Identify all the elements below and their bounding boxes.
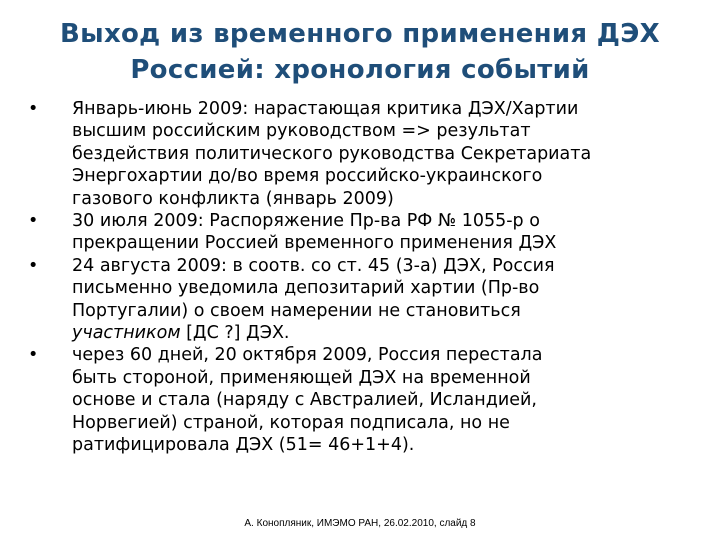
bullet-item-3 bbox=[28, 255, 698, 345]
slide-footer: А. Конопляник, ИМЭМО РАН, 26.02.2010, слайд 8 bbox=[244, 518, 476, 529]
bullet-4-line-4: Норвегией) страной, которая подписала, но не bbox=[72, 412, 510, 433]
bullet-marker: • bbox=[28, 99, 39, 119]
bullet-4-line-3: основе и стала (наряду с Австралией, Исландией, bbox=[72, 390, 537, 411]
bullet-3-line-4-rest: [ДС ?] ДЭХ. bbox=[180, 323, 290, 344]
bullet-marker: • bbox=[28, 345, 39, 366]
slide-title bbox=[20, 16, 700, 88]
bullet-list bbox=[28, 98, 698, 457]
bullet-3-line-3: Португалии) о своем намерении не становиться bbox=[72, 300, 521, 321]
bullet-1-line-5: газового конфликта (январь 2009) bbox=[72, 188, 394, 209]
bullet-2-line-2: прекращении Россией временного применения ДЭХ bbox=[72, 233, 557, 254]
title-line-1: Выход из временного применения ДЭХ bbox=[60, 19, 660, 49]
bullet-1-line-2: высшим российским руководством => результат bbox=[72, 121, 531, 142]
bullet-item-4 bbox=[28, 344, 698, 456]
bullet-marker: • bbox=[28, 211, 39, 232]
bullet-4-line-1: через 60 дней, 20 октября 2009, Россия перестала bbox=[72, 345, 543, 366]
bullet-4-line-5: ратифицировала ДЭХ (51= 46+1+4). bbox=[72, 435, 415, 456]
bullet-1-line-4: Энергохартии до/во время российско-украинского bbox=[72, 166, 543, 187]
bullet-1-line-3: бездействия политического руководства Секретариата bbox=[72, 143, 592, 164]
bullet-4-line-2: быть стороной, применяющей ДЭХ на временной bbox=[72, 367, 531, 388]
bullet-3-line-4 bbox=[72, 322, 698, 344]
bullet-2-line-1: 30 июля 2009: Распоряжение Пр-ва РФ № 1055-р о bbox=[72, 211, 540, 232]
bullet-item-2 bbox=[28, 210, 698, 255]
bullet-marker: • bbox=[28, 255, 39, 276]
bullet-3-line-2: письменно уведомила депозитарий хартии (Пр-во bbox=[72, 278, 540, 299]
title-line-2: Россией: хронология событий bbox=[130, 55, 590, 85]
italic-word: участником bbox=[72, 323, 181, 344]
bullet-item-1 bbox=[28, 98, 698, 210]
bullet-3-line-1: 24 августа 2009: в соотв. со ст. 45 (3-а) ДЭХ, Россия bbox=[72, 255, 555, 276]
bullet-1-line-1: Январь-июнь 2009: нарастающая критика ДЭХ/Хартии bbox=[72, 99, 579, 119]
